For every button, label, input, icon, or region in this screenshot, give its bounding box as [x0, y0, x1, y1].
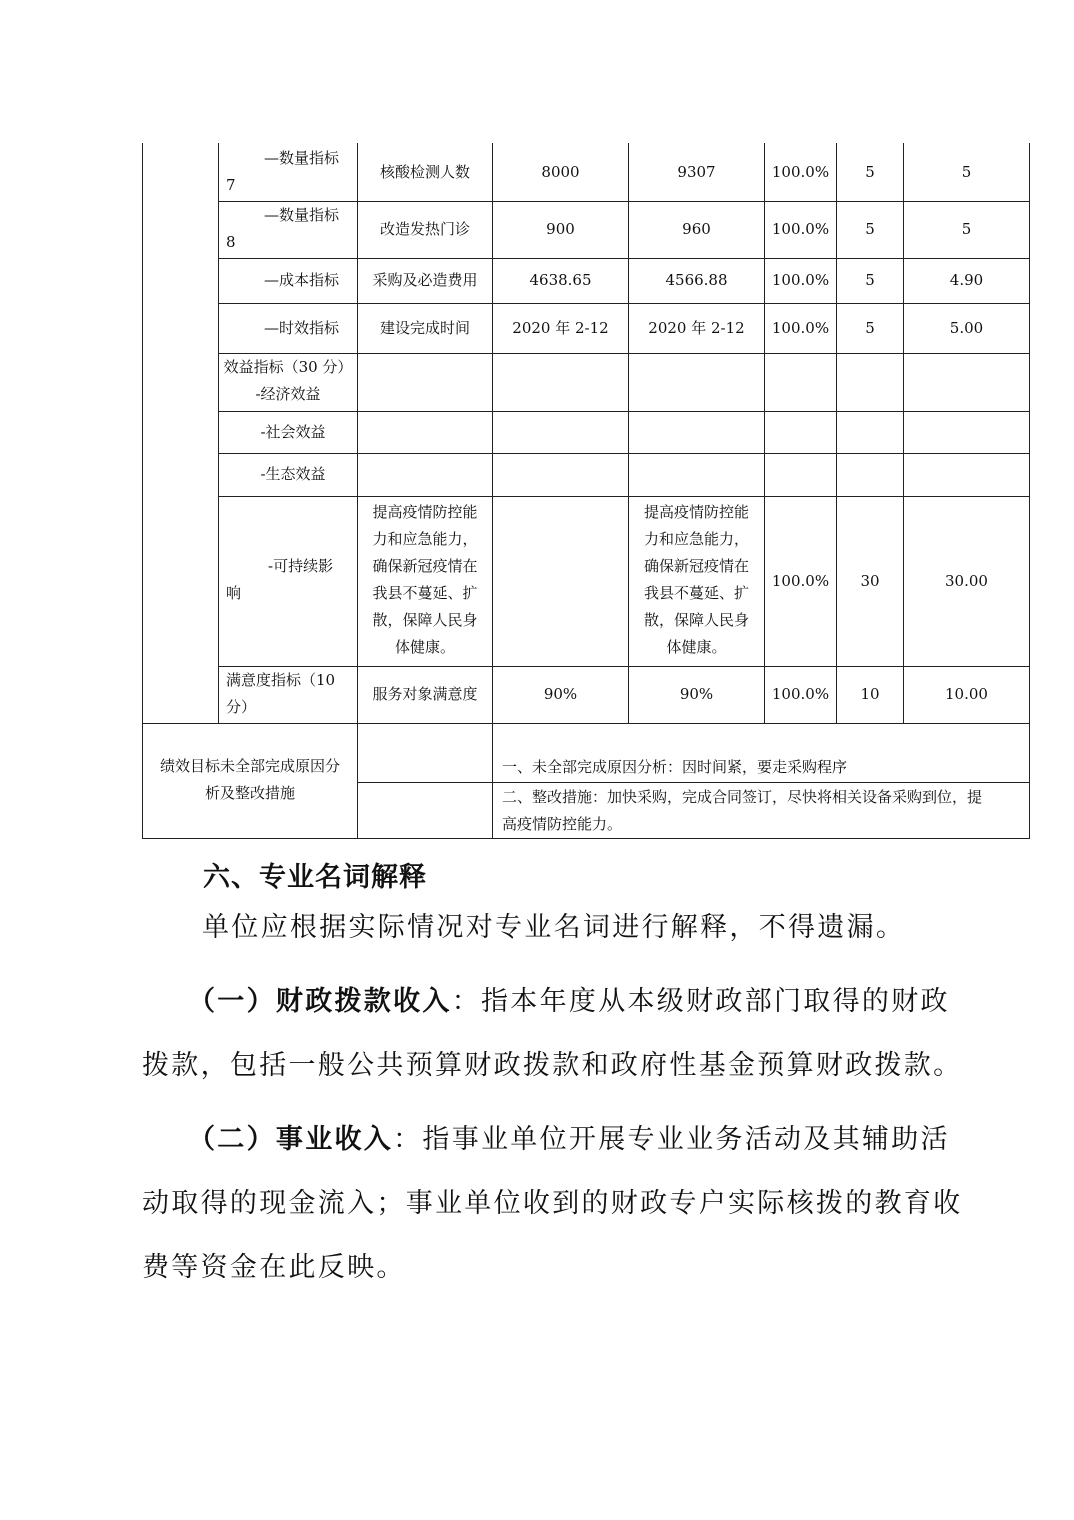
item-line: 体健康。 [394, 638, 455, 656]
intro-paragraph [142, 896, 942, 960]
indicator-cell: —时效指标 [264, 318, 340, 337]
rate-cell: 100.0% [771, 318, 830, 337]
weight-cell: 5 [865, 271, 875, 289]
term2-text: 费等资金在此反映。 [142, 1252, 406, 1283]
table-border-bottom [142, 838, 1030, 839]
item-line: 确保新冠疫情在 [372, 557, 478, 575]
footer-measures-line: 高疫情防控能力。 [502, 815, 623, 833]
indicator-label: 响 [226, 584, 242, 602]
table-border-left [142, 143, 143, 839]
weight-cell: 5 [865, 162, 875, 181]
score-cell: 5 [961, 220, 972, 238]
rate-cell: 100.0% [771, 571, 830, 590]
actual-line: 确保新冠疫情在 [643, 557, 749, 575]
indicator-label: —数量指标 [264, 206, 340, 224]
term1-line [142, 970, 950, 1034]
actual-cell: 90% [679, 685, 714, 703]
section-heading: 六、专业名词解释 [203, 862, 427, 893]
indicator-label: -可持续影 [268, 557, 334, 575]
indicator-cell [219, 354, 357, 411]
actual-cell: 960 [682, 220, 711, 238]
item-cell [358, 499, 492, 664]
weight-cell: 5 [865, 220, 875, 238]
footer-measures-line: 二、整改措施：加快采购，完成合同签订，尽快将相关设备采购到位，提 [502, 788, 983, 806]
term2-paragraph [142, 1108, 963, 1300]
performance-table [142, 143, 1030, 839]
term2-text: 动取得的现金流入；事业单位收到的财政专户实际核拨的教育收 [142, 1188, 963, 1219]
indicator-cell: —成本指标 [264, 271, 340, 289]
indicator-cell [226, 667, 356, 723]
actual-line: 我县不蔓延、扩 [643, 584, 749, 602]
indicator-cell [226, 553, 356, 609]
actual-line: 提高疫情防控能 [643, 503, 749, 521]
score-cell: 5.00 [949, 318, 984, 337]
term1-text: 拨款，包括一般公共预算财政拨款和政府性基金预算财政拨款。 [142, 1050, 963, 1081]
indicator-cell: -社会效益 [260, 422, 326, 441]
term2-text: ：指事业单位开展专业业务活动及其辅助活 [393, 1124, 950, 1155]
weight-cell: 5 [865, 318, 875, 337]
table-divider [142, 723, 1030, 724]
target-cell: 900 [546, 220, 575, 238]
score-cell: 30.00 [945, 571, 988, 590]
table-divider [357, 782, 1030, 783]
rate-cell: 100.0% [771, 271, 830, 289]
indicator-label: 效益指标（30 分） [223, 358, 353, 376]
footer-label-cell [143, 753, 357, 823]
target-cell: 4638.65 [529, 271, 592, 289]
term1-text: ：指本年度从本级财政部门取得的财政 [451, 986, 950, 1017]
rate-cell: 100.0% [771, 685, 830, 703]
target-cell: 8000 [541, 162, 580, 181]
indicator-label: 分） [226, 698, 257, 716]
indicator-cell [226, 145, 356, 201]
rate-cell: 100.0% [771, 220, 830, 238]
indicator-label: -经济效益 [255, 385, 321, 403]
footer-label-line: 析及整改措施 [204, 784, 295, 802]
indicator-cell [226, 202, 356, 258]
actual-line: 力和应急能力， [643, 530, 749, 548]
target-cell: 90% [543, 685, 578, 703]
item-cell: 服务对象满意度 [372, 685, 478, 703]
rate-cell: 100.0% [771, 162, 830, 181]
weight-cell: 30 [860, 571, 880, 590]
term2-line [142, 1108, 950, 1172]
item-cell: 建设完成时间 [379, 318, 470, 337]
term2-label: （二）事业收入 [188, 1124, 394, 1155]
actual-cell: 9307 [677, 162, 716, 181]
term1-paragraph [142, 970, 963, 1098]
actual-line: 体健康。 [666, 638, 727, 656]
table-border-right [1029, 143, 1030, 839]
item-line: 力和应急能力， [372, 530, 478, 548]
indicator-label: 8 [226, 233, 236, 251]
score-cell: 10.00 [945, 685, 988, 703]
term1-label: （一）财政拨款收入 [188, 986, 452, 1017]
item-cell: 改造发热门诊 [379, 220, 470, 238]
footer-measures-cell [502, 784, 1026, 838]
weight-cell: 10 [860, 685, 880, 703]
footer-label-line: 绩效目标未全部完成原因分 [159, 757, 340, 775]
indicator-label: 7 [226, 176, 236, 194]
item-line: 我县不蔓延、扩 [372, 584, 478, 602]
indicator-label: 满意度指标（10 [226, 671, 336, 689]
footer-reason-cell: 一、未全部完成原因分析：因时间紧，要走采购程序 [502, 757, 848, 776]
actual-cell: 2020 年 2-12 [648, 318, 745, 337]
actual-cell [629, 499, 764, 664]
actual-line: 散，保障人民身 [643, 611, 749, 629]
score-cell: 4.90 [949, 271, 984, 289]
target-cell: 2020 年 2-12 [512, 318, 609, 337]
item-cell: 采购及必造费用 [372, 271, 478, 289]
item-line: 散，保障人民身 [372, 611, 478, 629]
indicator-label: —数量指标 [264, 149, 340, 167]
indicator-cell: -生态效益 [260, 465, 326, 483]
item-line: 提高疫情防控能 [372, 503, 478, 521]
score-cell: 5 [961, 162, 972, 181]
intro-text: 单位应根据实际情况对专业名词进行解释，不得遗漏。 [202, 912, 906, 943]
actual-cell: 4566.88 [665, 271, 728, 289]
item-cell: 核酸检测人数 [379, 162, 470, 181]
